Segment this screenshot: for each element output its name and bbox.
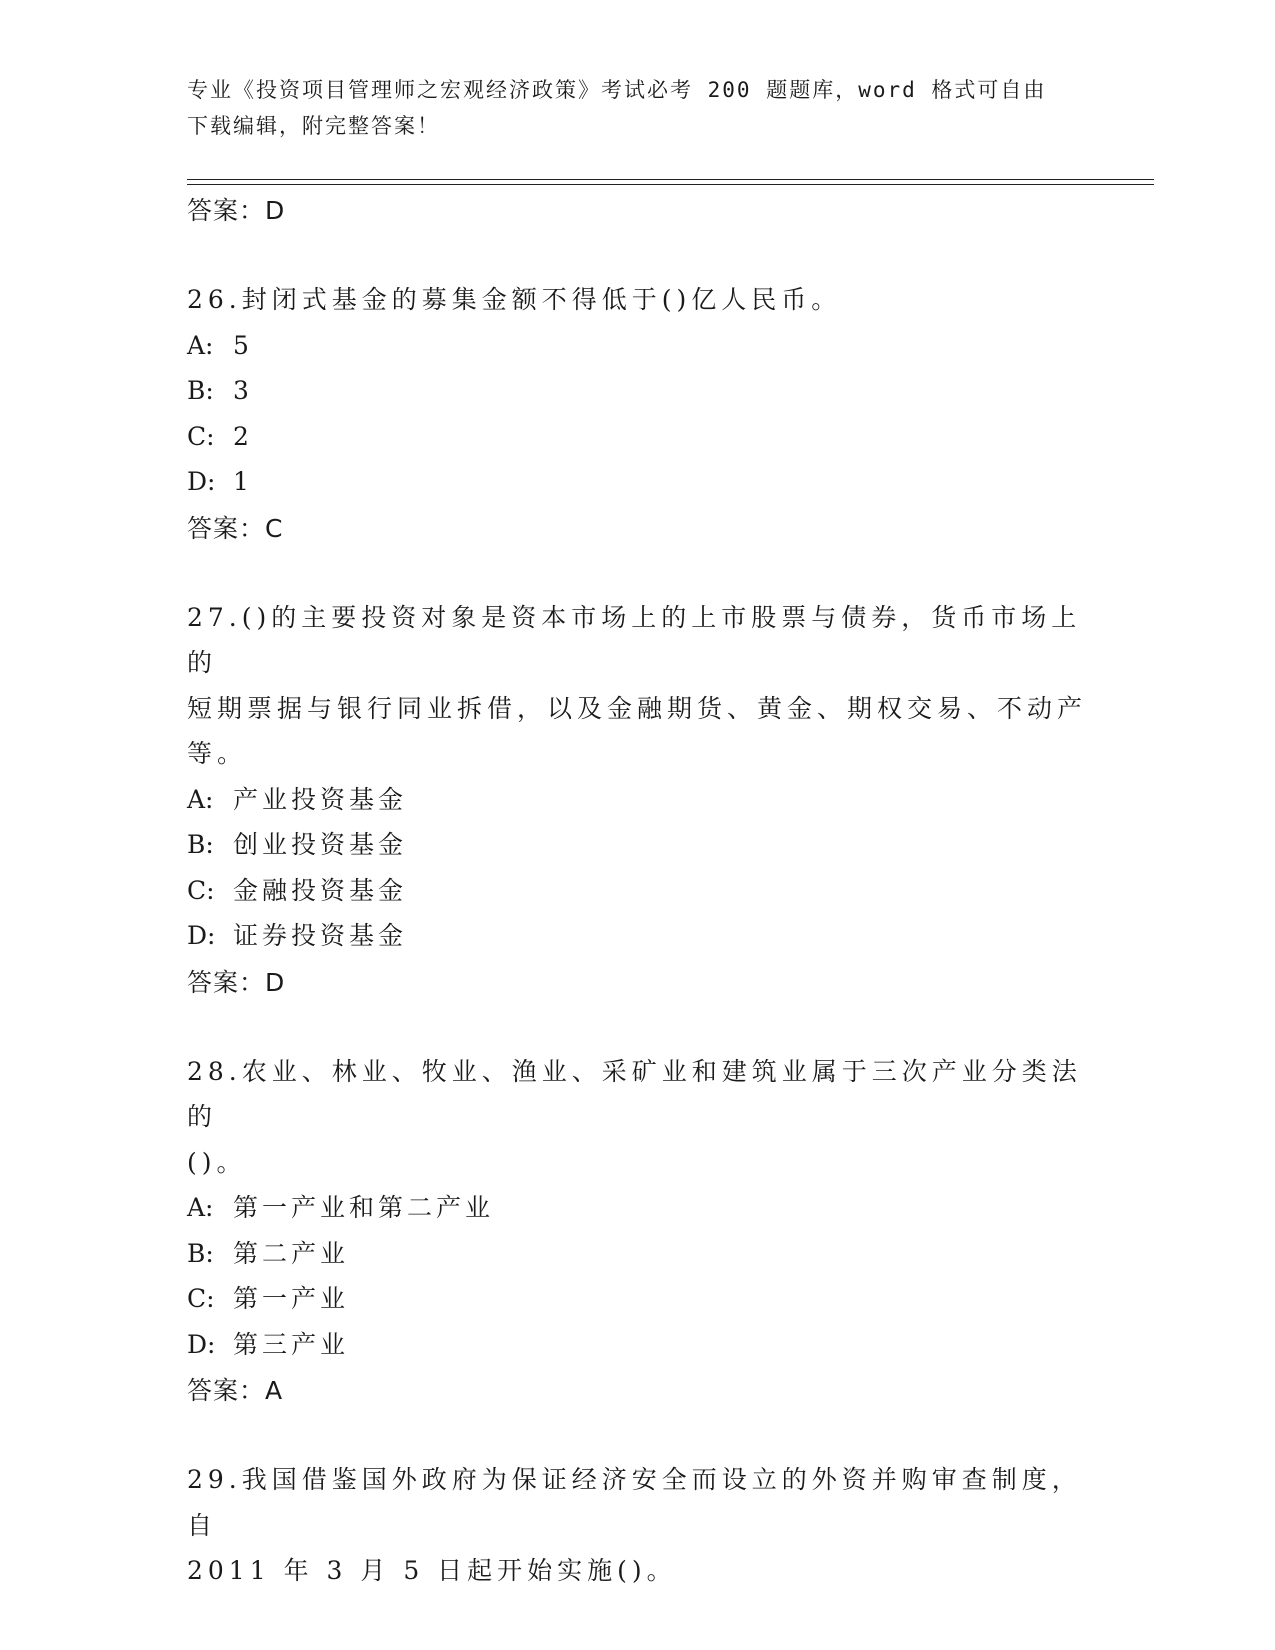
option-d bbox=[187, 913, 1087, 959]
question-text-line: ()。 bbox=[187, 1147, 247, 1177]
option-text: 证券投资基金 bbox=[233, 921, 408, 950]
question-27 bbox=[187, 595, 1087, 1007]
option-text: 5 bbox=[233, 330, 253, 360]
option-c bbox=[187, 414, 1087, 460]
option-text: 创业投资基金 bbox=[233, 830, 408, 859]
option-d bbox=[187, 459, 1087, 505]
question-29 bbox=[187, 1457, 1087, 1594]
option-key: C: bbox=[187, 421, 215, 451]
document-header bbox=[187, 72, 1067, 144]
header-line-2: 下载编辑，附完整答案！ bbox=[187, 114, 440, 138]
option-a bbox=[187, 777, 1087, 823]
option-key: B: bbox=[187, 1238, 214, 1268]
option-text: 金融投资基金 bbox=[233, 875, 408, 905]
header-line-1: 专业《投资项目管理师之宏观经济政策》考试必考 200 题题库，word 格式可自由 bbox=[187, 78, 1047, 102]
header-divider-bottom bbox=[187, 184, 1154, 185]
option-text: 第三产业 bbox=[233, 1329, 350, 1359]
option-d bbox=[187, 1322, 1087, 1368]
option-key: C: bbox=[187, 1284, 215, 1313]
question-text-line: 短期票据与银行同业拆借，以及金融期货、黄金、期权交易、不动产 bbox=[187, 693, 1088, 723]
question-text-line: 29.我国借鉴国外政府为保证经济安全而设立的外资并购审查制度，自 bbox=[187, 1465, 1082, 1540]
option-c bbox=[187, 868, 1087, 914]
question-text: 26.封闭式基金的募集金额不得低于()亿人民币。 bbox=[187, 285, 842, 314]
question-text-line: 2011 年 3 月 5 日起开始实施()。 bbox=[187, 1556, 677, 1585]
answer-line: 答案：C bbox=[187, 513, 284, 543]
option-key: A: bbox=[187, 1193, 214, 1222]
option-b bbox=[187, 1231, 1087, 1277]
answer-line: 答案：D bbox=[187, 196, 286, 225]
option-c bbox=[187, 1276, 1087, 1322]
option-a bbox=[187, 323, 1087, 369]
option-text: 2 bbox=[233, 421, 253, 451]
option-a bbox=[187, 1185, 1087, 1231]
option-key: D: bbox=[187, 921, 216, 950]
option-text: 产业投资基金 bbox=[233, 784, 408, 814]
option-key: D: bbox=[187, 467, 216, 496]
option-text: 第一产业 bbox=[233, 1284, 350, 1313]
option-text: 3 bbox=[233, 376, 253, 405]
question-text-line: 28.农业、林业、牧业、渔业、采矿业和建筑业属于三次产业分类法的 bbox=[187, 1056, 1082, 1131]
option-b bbox=[187, 368, 1087, 414]
question-text-line: 27.()的主要投资对象是资本市场上的上市股票与债券，货币市场上的 bbox=[187, 602, 1082, 677]
header-divider-top bbox=[187, 179, 1154, 180]
option-b bbox=[187, 822, 1087, 868]
option-key: D: bbox=[187, 1329, 216, 1359]
option-key: A: bbox=[187, 784, 214, 814]
option-key: C: bbox=[187, 875, 215, 905]
option-key: B: bbox=[187, 376, 214, 405]
option-key: A: bbox=[187, 330, 214, 360]
question-list bbox=[187, 187, 1087, 1594]
question-26 bbox=[187, 277, 1087, 553]
option-text: 第二产业 bbox=[233, 1238, 350, 1268]
option-key: B: bbox=[187, 830, 214, 859]
answer-line: 答案：A bbox=[187, 1376, 284, 1405]
question-text-line: 等。 bbox=[187, 739, 248, 768]
option-text: 1 bbox=[233, 467, 253, 496]
answer-line: 答案：D bbox=[187, 967, 286, 997]
question-28 bbox=[187, 1049, 1087, 1416]
option-text: 第一产业和第二产业 bbox=[233, 1193, 495, 1222]
